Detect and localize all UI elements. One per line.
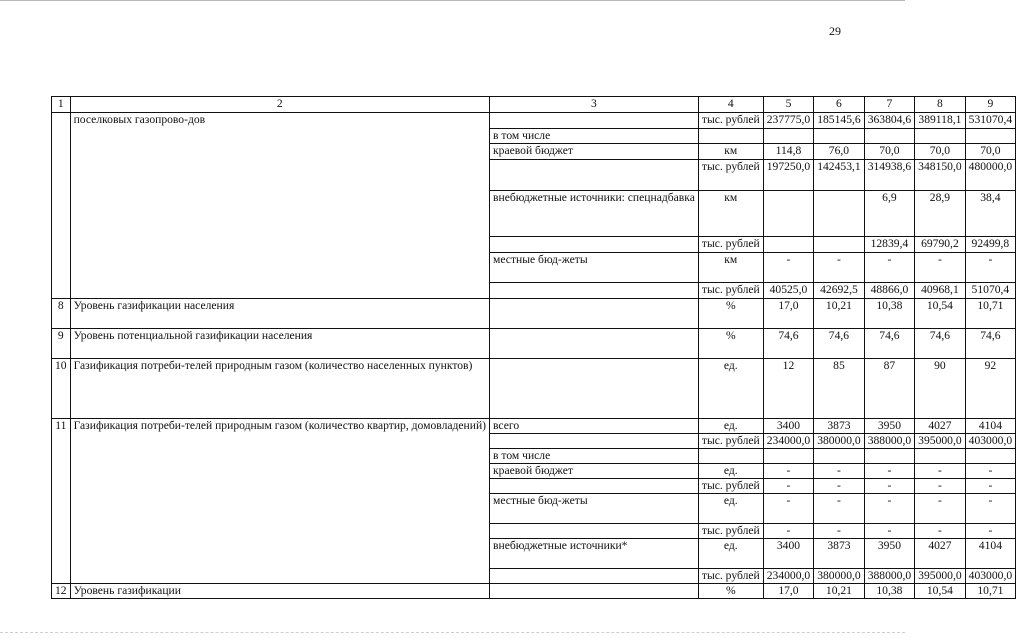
source-cell <box>490 524 699 539</box>
value-cell: - <box>965 464 1015 479</box>
row-number-cell: 12 <box>52 584 71 599</box>
value-cell: 3950 <box>864 539 914 569</box>
value-cell: 42692,5 <box>814 283 864 299</box>
unit-cell: тыс. рублей <box>698 283 763 299</box>
gasification-table <box>51 96 1016 599</box>
unit-cell: тыс. рублей <box>698 569 763 584</box>
value-cell: - <box>763 479 813 494</box>
source-cell <box>490 113 699 129</box>
value-cell <box>814 191 864 237</box>
value-cell: 363804,6 <box>864 113 914 129</box>
table-row <box>52 329 1016 359</box>
value-cell <box>814 449 864 464</box>
unit-cell: ед. <box>698 419 763 434</box>
value-cell <box>763 191 813 237</box>
value-cell: 314938,6 <box>864 160 914 191</box>
value-cell: - <box>915 494 965 524</box>
value-cell: - <box>814 253 864 283</box>
value-cell: 70,0 <box>864 144 914 160</box>
value-cell: 28,9 <box>915 191 965 237</box>
value-cell <box>864 449 914 464</box>
unit-cell: % <box>698 329 763 359</box>
unit-cell: тыс. рублей <box>698 113 763 129</box>
value-cell: 74,6 <box>965 329 1015 359</box>
unit-cell: тыс. рублей <box>698 434 763 449</box>
value-cell: - <box>814 479 864 494</box>
value-cell: - <box>864 253 914 283</box>
value-cell: 87 <box>864 359 914 419</box>
source-cell <box>490 479 699 494</box>
value-cell: - <box>915 253 965 283</box>
value-cell: - <box>965 524 1015 539</box>
value-cell: - <box>965 494 1015 524</box>
indicator-cell: поселковых газопрово-дов <box>70 113 489 299</box>
value-cell: - <box>864 494 914 524</box>
row-number-cell: 8 <box>52 299 71 329</box>
value-cell: 74,6 <box>864 329 914 359</box>
header-cell: 9 <box>965 97 1015 113</box>
row-number-cell <box>52 113 71 299</box>
value-cell: 3400 <box>763 419 813 434</box>
value-cell: 74,6 <box>763 329 813 359</box>
value-cell: - <box>864 479 914 494</box>
value-cell: - <box>915 524 965 539</box>
value-cell: 197250,0 <box>763 160 813 191</box>
source-cell <box>490 359 699 419</box>
source-cell: краевой бюджет <box>490 464 699 479</box>
table-row <box>52 419 1016 434</box>
header-cell: 6 <box>814 97 864 113</box>
value-cell: 69790,2 <box>915 237 965 253</box>
value-cell: 10,71 <box>965 299 1015 329</box>
value-cell: 480000,0 <box>965 160 1015 191</box>
value-cell: 10,21 <box>814 584 864 599</box>
value-cell: - <box>864 464 914 479</box>
source-cell: местные бюд-жеты <box>490 253 699 283</box>
header-cell: 5 <box>763 97 813 113</box>
unit-cell: км <box>698 191 763 237</box>
value-cell: 3400 <box>763 539 813 569</box>
value-cell: 531070,4 <box>965 113 1015 129</box>
indicator-cell: Уровень газификации населения <box>70 299 489 329</box>
source-cell <box>490 283 699 299</box>
unit-cell <box>698 449 763 464</box>
header-cell: 8 <box>915 97 965 113</box>
value-cell: 395000,0 <box>915 434 965 449</box>
source-cell: внебюджетные источники* <box>490 539 699 569</box>
value-cell: 10,54 <box>915 584 965 599</box>
source-cell: в том числе <box>490 129 699 144</box>
value-cell <box>763 237 813 253</box>
value-cell: 90 <box>915 359 965 419</box>
value-cell: 10,38 <box>864 299 914 329</box>
value-cell: 70,0 <box>915 144 965 160</box>
source-cell <box>490 329 699 359</box>
unit-cell: км <box>698 144 763 160</box>
unit-cell: тыс. рублей <box>698 479 763 494</box>
indicator-cell: Газификация потреби-телей природным газом (количество населенных пунктов) <box>70 359 489 419</box>
value-cell: 142453,1 <box>814 160 864 191</box>
unit-cell: ед. <box>698 359 763 419</box>
value-cell: 380000,0 <box>814 434 864 449</box>
value-cell: - <box>763 464 813 479</box>
source-cell <box>490 434 699 449</box>
source-cell: краевой бюджет <box>490 144 699 160</box>
source-cell: местные бюд-жеты <box>490 494 699 524</box>
source-cell <box>490 237 699 253</box>
value-cell: - <box>915 479 965 494</box>
unit-cell <box>698 129 763 144</box>
value-cell <box>864 129 914 144</box>
header-cell: 4 <box>698 97 763 113</box>
value-cell: 6,9 <box>864 191 914 237</box>
value-cell <box>965 449 1015 464</box>
header-cell: 3 <box>490 97 699 113</box>
value-cell: 17,0 <box>763 584 813 599</box>
value-cell: 389118,1 <box>915 113 965 129</box>
unit-cell: тыс. рублей <box>698 160 763 191</box>
value-cell: 3873 <box>814 419 864 434</box>
value-cell <box>915 129 965 144</box>
value-cell: 10,38 <box>864 584 914 599</box>
header-cell: 1 <box>52 97 71 113</box>
table-row <box>52 359 1016 419</box>
indicator-cell: Уровень газификации <box>70 584 489 599</box>
value-cell: 92 <box>965 359 1015 419</box>
unit-cell: тыс. рублей <box>698 524 763 539</box>
value-cell: 4027 <box>915 539 965 569</box>
value-cell: - <box>965 253 1015 283</box>
value-cell: 114,8 <box>763 144 813 160</box>
table-row <box>52 584 1016 599</box>
value-cell: - <box>814 464 864 479</box>
value-cell <box>814 237 864 253</box>
table-row <box>52 299 1016 329</box>
value-cell: 38,4 <box>965 191 1015 237</box>
value-cell: 348150,0 <box>915 160 965 191</box>
value-cell: 395000,0 <box>915 569 965 584</box>
value-cell: 4104 <box>965 539 1015 569</box>
header-cell: 2 <box>70 97 489 113</box>
source-cell: внебюджетные источники: спецнадбавка <box>490 191 699 237</box>
value-cell: 4104 <box>965 419 1015 434</box>
page-number: 29 <box>829 24 841 38</box>
value-cell: 388000,0 <box>864 434 914 449</box>
value-cell: - <box>814 524 864 539</box>
value-cell: 10,21 <box>814 299 864 329</box>
value-cell: - <box>763 494 813 524</box>
value-cell: - <box>864 524 914 539</box>
value-cell: 85 <box>814 359 864 419</box>
value-cell: 388000,0 <box>864 569 914 584</box>
row-number-cell: 10 <box>52 359 71 419</box>
header-cell: 7 <box>864 97 914 113</box>
value-cell: 10,54 <box>915 299 965 329</box>
value-cell: 76,0 <box>814 144 864 160</box>
value-cell: 74,6 <box>814 329 864 359</box>
page-top-edge <box>0 0 905 1</box>
unit-cell: ед. <box>698 539 763 569</box>
value-cell: 234000,0 <box>763 434 813 449</box>
unit-cell: % <box>698 299 763 329</box>
row-number-cell: 9 <box>52 329 71 359</box>
value-cell: 234000,0 <box>763 569 813 584</box>
source-cell <box>490 160 699 191</box>
unit-cell: ед. <box>698 494 763 524</box>
value-cell: - <box>763 524 813 539</box>
value-cell: 185145,6 <box>814 113 864 129</box>
value-cell <box>915 449 965 464</box>
value-cell: 403000,0 <box>965 434 1015 449</box>
row-number-cell: 11 <box>52 419 71 584</box>
table-row <box>52 113 1016 129</box>
source-cell: в том числе <box>490 449 699 464</box>
value-cell: 3950 <box>864 419 914 434</box>
source-cell: всего <box>490 419 699 434</box>
value-cell: 3873 <box>814 539 864 569</box>
unit-cell: тыс. рублей <box>698 237 763 253</box>
source-cell <box>490 569 699 584</box>
value-cell: 74,6 <box>915 329 965 359</box>
unit-cell: км <box>698 253 763 283</box>
value-cell: 40525,0 <box>763 283 813 299</box>
indicator-cell: Уровень потенциальной газификации населения <box>70 329 489 359</box>
value-cell: 237775,0 <box>763 113 813 129</box>
value-cell: 70,0 <box>965 144 1015 160</box>
value-cell: 48866,0 <box>864 283 914 299</box>
value-cell: - <box>814 494 864 524</box>
indicator-cell: Газификация потреби-телей природным газом (количество квартир, домовладений) <box>70 419 489 584</box>
value-cell: 12 <box>763 359 813 419</box>
value-cell: 51070,4 <box>965 283 1015 299</box>
source-cell <box>490 584 699 599</box>
value-cell <box>763 449 813 464</box>
value-cell: 403000,0 <box>965 569 1015 584</box>
value-cell <box>814 129 864 144</box>
header-row <box>52 97 1016 113</box>
value-cell: 10,71 <box>965 584 1015 599</box>
value-cell: 380000,0 <box>814 569 864 584</box>
value-cell: - <box>965 479 1015 494</box>
value-cell: - <box>915 464 965 479</box>
scan-edge-line <box>0 632 905 634</box>
value-cell: 92499,8 <box>965 237 1015 253</box>
source-cell <box>490 299 699 329</box>
value-cell <box>965 129 1015 144</box>
unit-cell: % <box>698 584 763 599</box>
unit-cell: ед. <box>698 464 763 479</box>
value-cell: 12839,4 <box>864 237 914 253</box>
value-cell: - <box>763 253 813 283</box>
value-cell: 40968,1 <box>915 283 965 299</box>
value-cell <box>763 129 813 144</box>
value-cell: 17,0 <box>763 299 813 329</box>
value-cell: 4027 <box>915 419 965 434</box>
